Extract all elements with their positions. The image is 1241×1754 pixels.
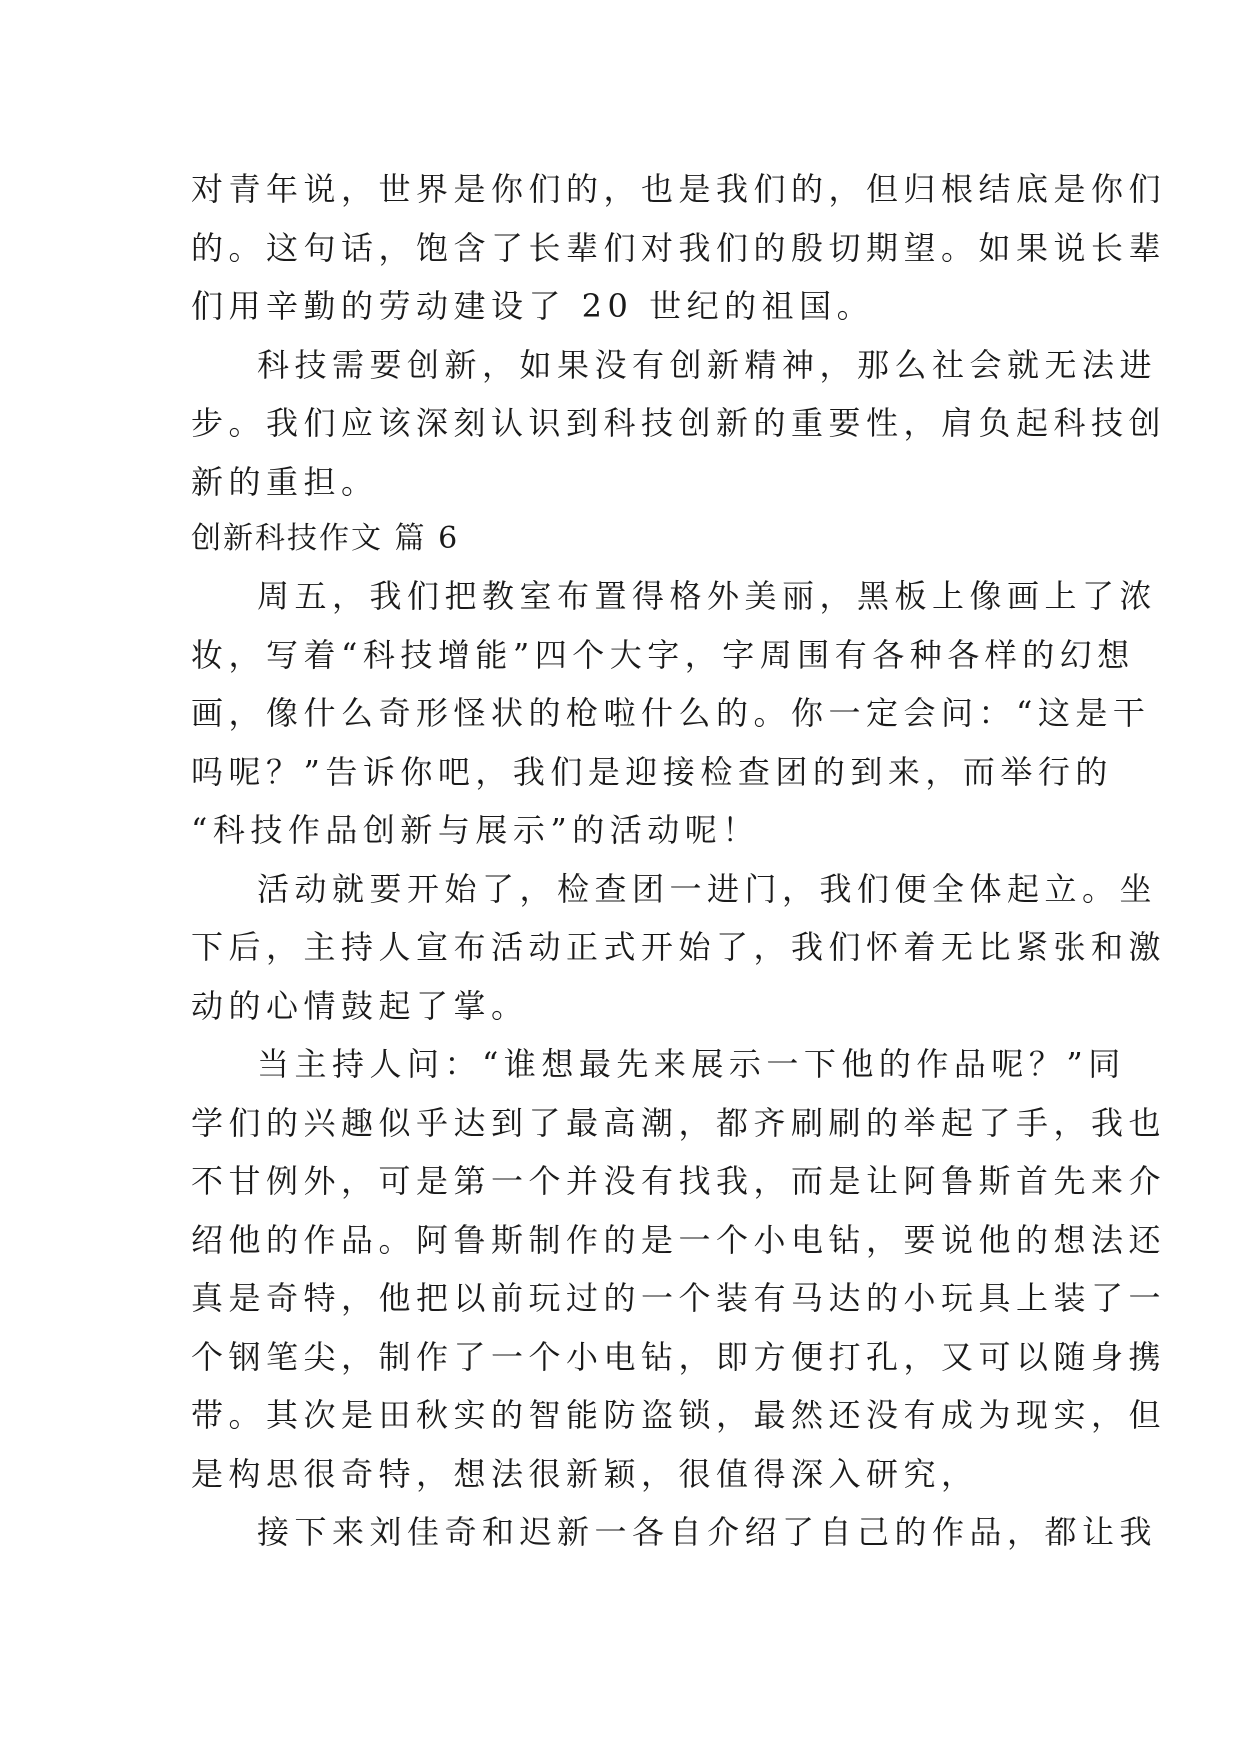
text-line: 动的心情鼓起了掌。 <box>191 986 529 1025</box>
document-page <box>191 160 1167 1562</box>
paragraph-4 <box>191 860 1167 1036</box>
text-line: 带。其次是田秋实的智能防盗锁，最然还没有成为现实，但 <box>191 1396 1167 1434</box>
text-line: 当主持人问：“谁想最先来展示一下他的作品呢？”同 <box>257 1045 1126 1083</box>
text-line: 们用辛勤的劳动建设了 20 世纪的祖国。 <box>191 287 875 325</box>
text-line: 下后，主持人宣布活动正式开始了，我们怀着无比紧张和激 <box>191 928 1167 966</box>
text-line: “科技作品创新与展示”的活动呢！ <box>191 811 760 849</box>
text-line: 科技需要创新，如果没有创新精神，那么社会就无法进 <box>257 345 1158 384</box>
paragraph-3 <box>191 567 1158 860</box>
text-line: 学们的兴趣似乎达到了最高潮，都齐刷刷的举起了手，我也 <box>191 1103 1167 1142</box>
text-line: 不甘例外，可是第一个并没有找我，而是让阿鲁斯首先来介 <box>191 1162 1167 1200</box>
text-line: 妆，写着“科技增能”四个大字，字周围有各种各样的幻想 <box>191 635 1135 674</box>
paragraph-1 <box>191 160 1167 336</box>
text-line: 步。我们应该深刻认识到科技创新的重要性，肩负起科技创 <box>191 404 1167 442</box>
text-line: 真是奇特，他把以前玩过的一个装有马达的小玩具上装了一 <box>191 1279 1167 1317</box>
text-line: 绍他的作品。阿鲁斯制作的是一个小电钻，要说他的想法还 <box>191 1220 1167 1259</box>
paragraph-6 <box>191 1503 1158 1562</box>
text-line: 活动就要开始了，检查团一进门，我们便全体起立。坐 <box>257 869 1158 908</box>
text-line: 新的重担。 <box>191 462 379 501</box>
text-line: 接下来刘佳奇和迟新一各自介绍了自己的作品，都让我 <box>257 1513 1158 1551</box>
paragraph-5 <box>191 1035 1167 1503</box>
paragraph-2 <box>191 336 1167 512</box>
text-line: 的。这句话，饱含了长辈们对我们的殷切期望。如果说长辈 <box>191 228 1167 267</box>
text-line: 周五，我们把教室布置得格外美丽，黑板上像画上了浓 <box>257 577 1158 615</box>
text-line: 个钢笔尖，制作了一个小电钻，即方便打孔，又可以随身携 <box>191 1337 1167 1376</box>
text-line: 是构思很奇特，想法很新颖，很值得深入研究， <box>191 1454 979 1493</box>
text-line: 画，像什么奇形怪状的枪啦什么的。你一定会问：“这是干 <box>191 694 1151 732</box>
text-line: 吗呢？”告诉你吧，我们是迎接检查团的到来，而举行的 <box>191 752 1113 791</box>
text-line: 对青年说，世界是你们的，也是我们的，但归根结底是你们 <box>191 170 1167 208</box>
section-heading: 创新科技作文 篇 6 <box>191 521 460 556</box>
